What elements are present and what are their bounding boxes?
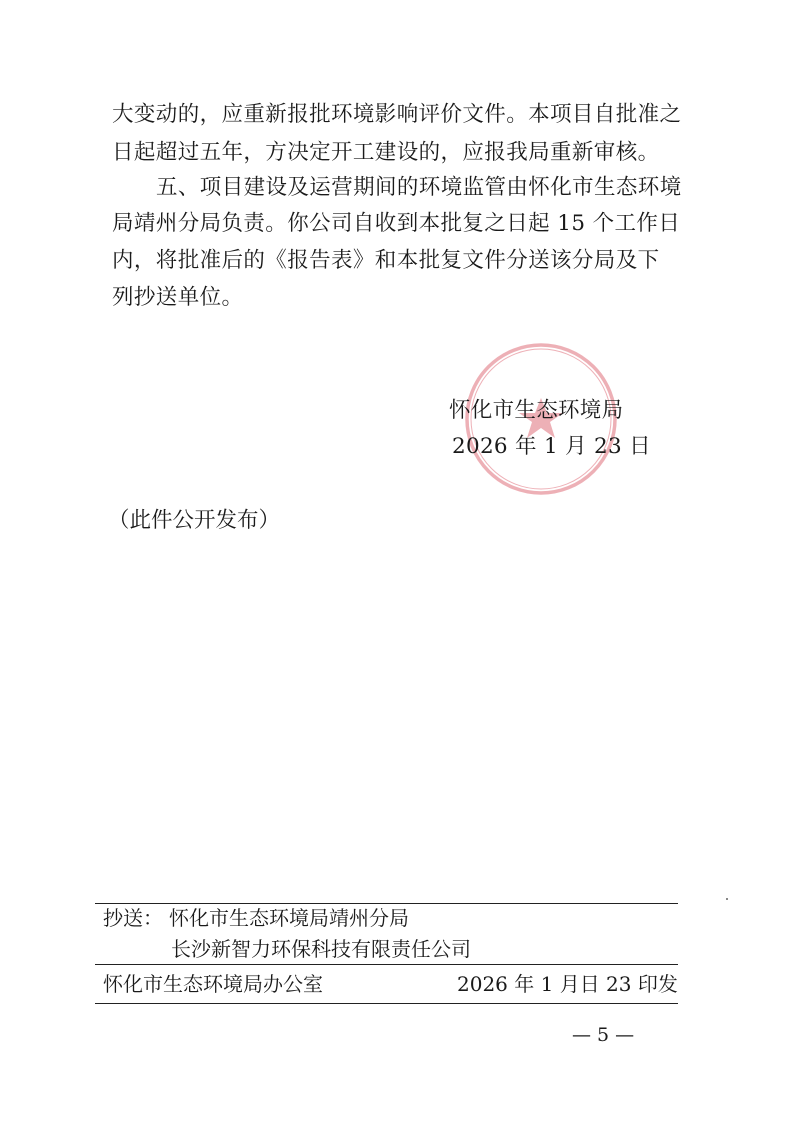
footer-rule-middle [95,964,678,965]
scan-speck [726,898,728,900]
footer-rule-bottom [95,1003,678,1004]
cc-recipient: 怀化市生态环境局靖州分局 [169,906,409,930]
body-line-6: 列抄送单位。 [112,285,244,310]
publish-note: （此件公开发布） [108,508,281,533]
cc-recipient: 长沙新智力环保科技有限责任公司 [171,937,471,961]
cc-label: 抄送： [103,906,163,930]
body-line-1: 大变动的，应重新报批环境影响评价文件。本项目自批准之 [112,102,682,127]
issue-date: 2026 年 1 月日 23 印发 [457,972,678,996]
issuer-office: 怀化市生态环境局办公室 [103,972,323,996]
signature-org: 怀化市生态环境局 [449,398,624,423]
body-line-4: 局靖州分局负责。你公司自收到本批复之日起 15 个工作日 [112,211,681,236]
signature-date: 2026 年 1 月 23 日 [452,434,651,459]
body-line-5: 内，将批准后的《报告表》和本批复文件分送该分局及下 [112,248,660,273]
page-number: — 5 — [572,1024,635,1046]
body-line-3: 五、项目建设及运营期间的环境监管由怀化市生态环境 [156,175,682,200]
body-line-2: 日起超过五年，方决定开工建设的，应报我局重新审核。 [112,140,660,165]
